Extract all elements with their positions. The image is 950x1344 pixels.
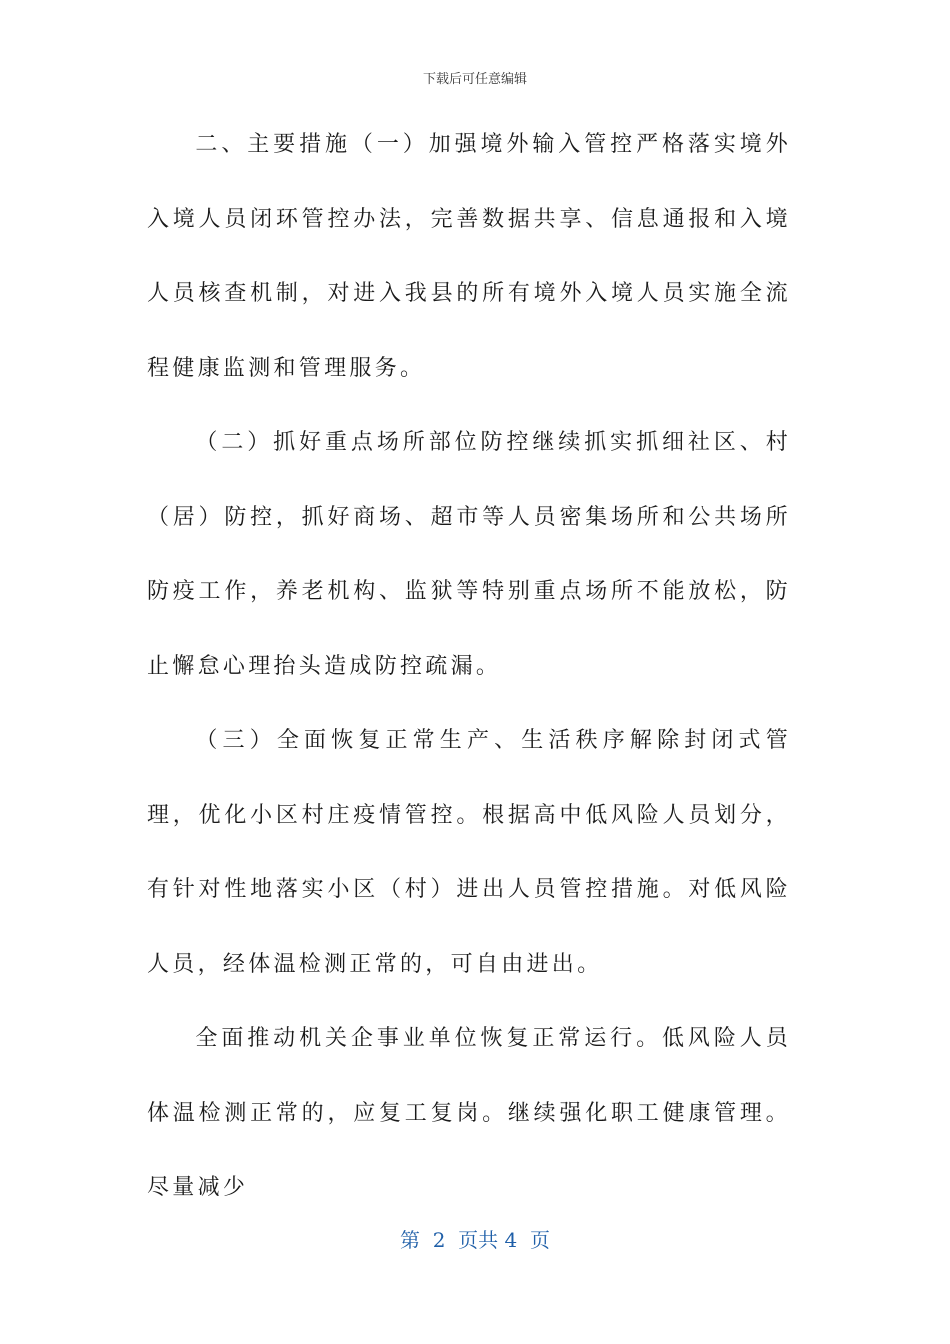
page-number: 第 2 页共 4 页 <box>400 1228 550 1252</box>
paragraph-measures-3: （三）全面恢复正常生产、生活秩序解除封闭式管理，优化小区村庄疫情管控。根据高中低风险人员划分，有针对性地落实小区（村）进出人员管控措施。对低风险人员，经体温检测正常的，可自由进出。 <box>147 728 791 977</box>
paragraph-measures-4: 全面推动机关企事业单位恢复正常运行。低风险人员体温检测正常的，应复工复岗。继续强化职工健康管理。尽量减少 <box>147 1026 791 1200</box>
paragraph-measures-2: （二）抓好重点场所部位防控继续抓实抓细社区、村（居）防控，抓好商场、超市等人员密集场所和公共场所防疫工作，养老机构、监狱等特别重点场所不能放松，防止懈怠心理抬头造成防控疏漏。 <box>147 430 791 679</box>
header-note: 下载后可任意编辑 <box>422 72 527 87</box>
paragraph-measures-1: 二、主要措施（一）加强境外输入管控严格落实境外入境人员闭环管控办法，完善数据共享、信息通报和入境人员核查机制，对进入我县的所有境外入境人员实施全流程健康监测和管理服务。 <box>147 132 791 381</box>
document-body <box>147 108 791 1226</box>
